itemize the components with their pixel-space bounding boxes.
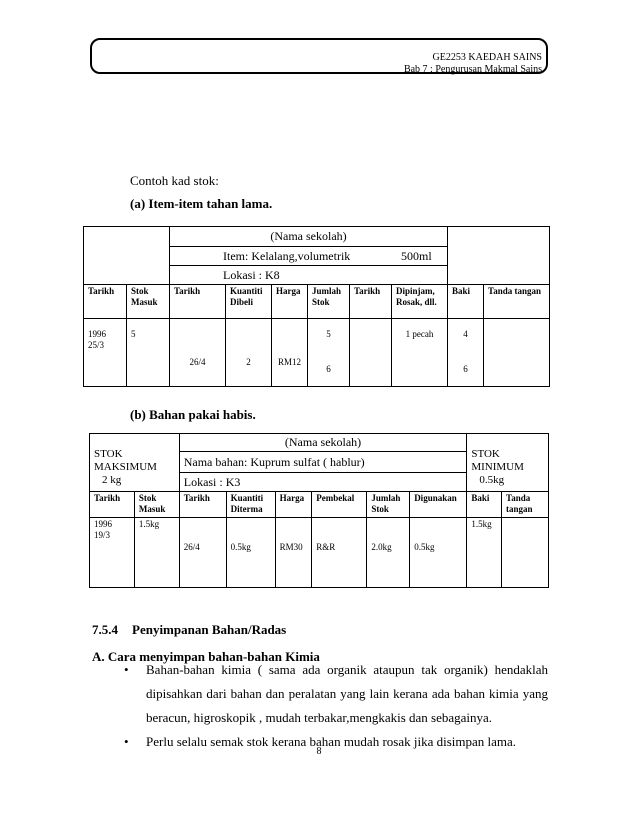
card-b-col-3: Kuantiti Diterma xyxy=(226,492,275,518)
card-a-balance-cell xyxy=(448,319,484,387)
card-a-blank-right xyxy=(448,227,550,285)
card-a-row1-borrowed: 1 pecah xyxy=(392,319,448,387)
card-a-col-1: Stok Masuk xyxy=(127,285,170,319)
card-a-item-row xyxy=(170,247,447,266)
section-b-title: (b) Bahan pakai habis. xyxy=(130,407,256,422)
bullet-dot-icon: • xyxy=(124,734,129,749)
card-b-row2-total: 2.0kg xyxy=(367,518,410,588)
card-b-min-cell xyxy=(467,434,549,492)
card-a-col-6: Tarikh xyxy=(350,285,392,319)
card-b-col-2: Tarikh xyxy=(179,492,226,518)
card-b-col-9: Tanda tangan xyxy=(502,492,549,518)
card-a-col-9: Tanda tangan xyxy=(484,285,550,319)
card-a-row2-total: 6 xyxy=(326,364,331,374)
card-a-header-block xyxy=(170,227,448,285)
card-a-blank-date xyxy=(350,319,392,387)
card-a-col-8: Baki xyxy=(448,285,484,319)
card-b-school: (Nama sekolah) xyxy=(180,434,467,452)
section-A-title: A. Cara menyimpan bahan-bahan Kimia xyxy=(92,649,320,664)
card-a-row1-stock-in: 5 xyxy=(127,319,170,387)
card-b-row1-date: 1996 19/3 xyxy=(90,518,135,588)
card-b-max-label: STOK MAKSIMUM xyxy=(94,448,157,473)
card-a-school: (Nama sekolah) xyxy=(170,227,447,247)
bullet-list xyxy=(124,658,548,754)
card-b-min-value: 0.5kg xyxy=(479,474,505,486)
card-a-col-2: Tarikh xyxy=(170,285,226,319)
stock-card-b xyxy=(89,433,549,588)
card-a-col-3: Kuantiti Dibeli xyxy=(226,285,272,319)
card-b-location: Lokasi : K3 xyxy=(183,475,241,489)
card-b-min-label: STOK MINIMUM xyxy=(471,448,524,473)
card-b-row1-stock-in: 1.5kg xyxy=(134,518,179,588)
card-a-row2-price: RM12 xyxy=(272,319,308,387)
card-b-material: Nama bahan: Kuprum sulfat ( hablur) xyxy=(180,452,467,473)
card-a-col-4: Harga xyxy=(272,285,308,319)
card-b-col-5: Pembekal xyxy=(312,492,367,518)
bullet-dot-icon: • xyxy=(124,662,129,677)
card-a-row2-balance: 6 xyxy=(463,364,468,374)
card-b-col-4: Harga xyxy=(275,492,312,518)
card-b-blank-sign xyxy=(502,518,549,588)
section-754-number: 7.5.4 xyxy=(92,622,118,637)
header-chapter: Bab 7 : Pengurusan Makmal Sains xyxy=(403,64,542,75)
card-b-col-7: Digunakan xyxy=(410,492,467,518)
card-b-row1-balance: 1.5kg xyxy=(467,518,502,588)
card-b-col-0: Tarikh xyxy=(90,492,135,518)
card-a-row2-qty: 2 xyxy=(226,319,272,387)
card-b-row2-date: 26/4 xyxy=(179,518,226,588)
intro-text: Contoh kad stok: xyxy=(130,173,219,188)
bullet-text-1: Bahan-bahan kimia ( sama ada organik ataupun tak organik) hendaklah dipisahkan dari bahan dan peralatan yang lain kerana ada bahan kimia yang beracun, higroskopik , mudah terbakar,mengkakis dan sebagainya. xyxy=(146,662,548,725)
card-a-location: Lokasi : K8 xyxy=(223,268,280,282)
page-number: 8 xyxy=(316,746,322,757)
section-a-title: (a) Item-item tahan lama. xyxy=(130,196,273,211)
card-b-header-block xyxy=(179,434,467,492)
card-b-col-6: Jumlah Stok xyxy=(367,492,410,518)
card-a-blank-sign xyxy=(484,319,550,387)
card-a-row2-date: 26/4 xyxy=(170,319,226,387)
bullet-text-2: Perlu selalu semak stok kerana bahan mudah rosak jika disimpan lama. xyxy=(146,734,517,749)
card-a-item-size: 500ml xyxy=(401,249,432,263)
card-a-col-7: Dipinjam, Rosak, dll. xyxy=(392,285,448,319)
card-a-total-cell xyxy=(308,319,350,387)
card-b-row2-price: RM30 xyxy=(275,518,312,588)
stock-card-a xyxy=(83,226,550,387)
card-b-row2-supplier: R&R xyxy=(312,518,367,588)
card-b-max-cell xyxy=(90,434,180,492)
card-a-row1-date: 1996 25/3 xyxy=(84,319,127,387)
section-754-title: Penyimpanan Bahan/Radas xyxy=(132,622,287,637)
card-b-col-1: Stok Masuk xyxy=(134,492,179,518)
card-a-blank-left xyxy=(84,227,170,285)
card-b-max-value: 2 kg xyxy=(102,474,122,486)
card-a-row1-total: 5 xyxy=(326,329,331,339)
bullet-item xyxy=(124,658,548,730)
card-b-row2-qty: 0.5kg xyxy=(226,518,275,588)
card-b-col-8: Baki xyxy=(467,492,502,518)
card-a-col-0: Tarikh xyxy=(84,285,127,319)
header-course: GE2253 KAEDAH SAINS xyxy=(432,52,542,63)
card-a-col-5: Jumlah Stok xyxy=(308,285,350,319)
card-a-item-label: Item: Kelalang,volumetrik xyxy=(223,249,351,263)
card-a-row1-balance: 4 xyxy=(463,329,468,339)
card-b-row2-used: 0.5kg xyxy=(410,518,467,588)
